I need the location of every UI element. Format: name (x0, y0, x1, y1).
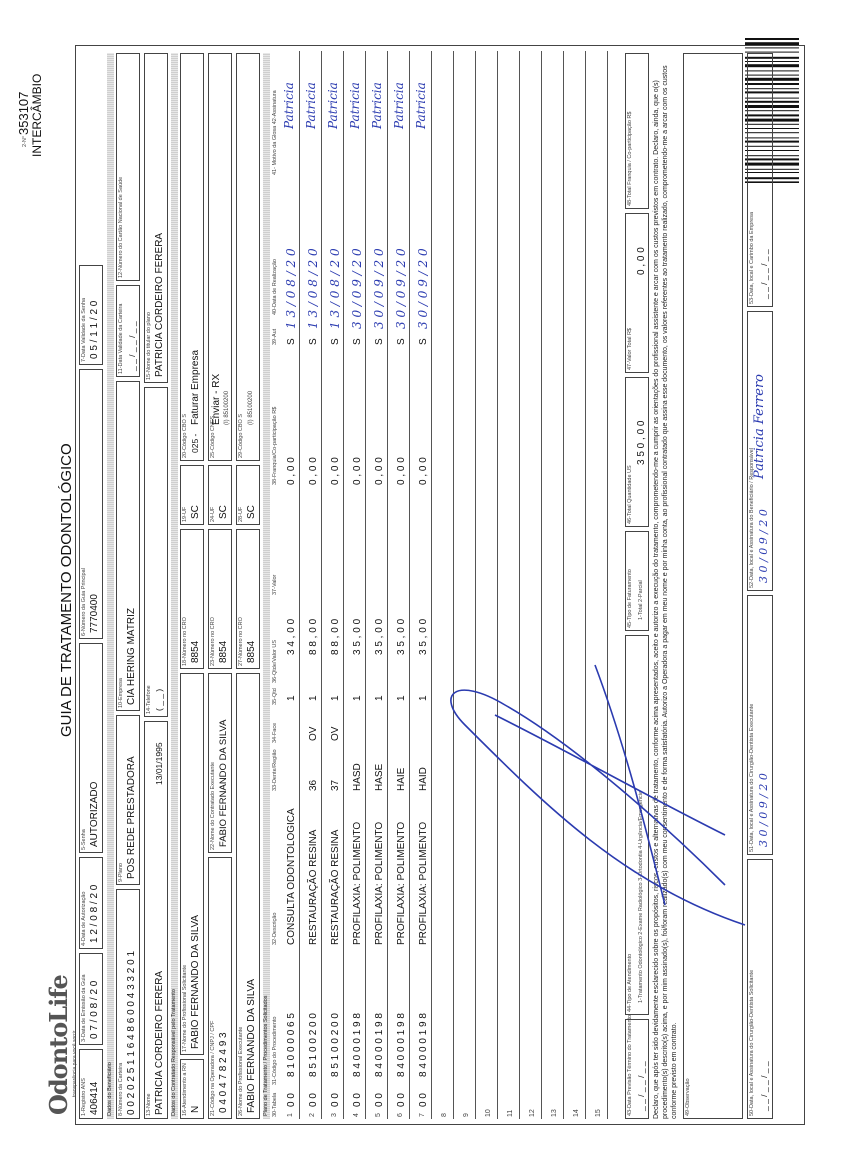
label-franquia-total: 48-Total Franquia / Co-participação R$ (627, 111, 633, 206)
col-data-realizacao: 40-Data de Realização (272, 258, 278, 315)
label-cro: 18-Número no CRO (182, 616, 188, 666)
guide-type: INTERCÂMBIO (30, 73, 44, 157)
col-qtd-us: 36-Qtde/Valor US (272, 639, 278, 683)
row-descricao: RESTAURAÇÃO RESINA (308, 829, 319, 945)
label-observacao: 49-Observação (685, 1077, 691, 1116)
row-qtd: 1 (374, 694, 385, 701)
row-number: 5 (375, 1112, 382, 1117)
row-descricao: PROFILAXIA: POLIMENTO (374, 821, 385, 945)
table-row (607, 51, 608, 1119)
row-qtd-us: 3 5 , 0 0 (374, 618, 385, 655)
cod-operadora-value: 0 4 0 4 7 8 2 4 9 3 (218, 1031, 229, 1113)
row-aut: S (308, 337, 319, 345)
label-prof-solicitante: 17-Nome do Profissional Solicitante (182, 964, 188, 1052)
guide-number: 353107 (16, 91, 31, 135)
row-number: 11 (507, 1109, 514, 1117)
col-valor: 37-Valor (272, 574, 278, 595)
row-number: 3 (331, 1112, 338, 1117)
label-cro3: 27-Número no CRO (238, 616, 244, 666)
label-rn: 16-Atendimento a RN (182, 1062, 188, 1116)
tipo-faturamento-options: 1-Total 2-Parcial (638, 579, 644, 620)
logo (44, 974, 79, 1115)
uf-value: SC (190, 504, 201, 519)
label-senha: 5-Senha (81, 828, 87, 850)
nascimento-value: 13/01/1995 (154, 741, 164, 785)
label-uf: 19-UF (182, 506, 188, 522)
table-row (475, 51, 476, 1119)
sig-beneficiario-signature: Patricia Ferrero (752, 373, 767, 479)
validade-senha-value: 0 5 / 1 1 / 2 0 (89, 300, 100, 359)
row-franquia: 0 , 0 0 (418, 456, 429, 485)
label-cro2: 23-Número no CRO (210, 616, 216, 666)
label-sig-executante: 51-Data, local e Assinatura do Cirurgião-Dentista Executante (749, 703, 755, 852)
cro2-value: 8854 (218, 640, 229, 663)
uf2-value: SC (218, 504, 229, 519)
tipo-atendimento-options: 1-Tratamento Odontológico 2-Exame Radiológico 3-Ortodontia 4-Urgência/Emergência (638, 790, 644, 1003)
row-descricao: RESTAURAÇÃO RESINA (330, 829, 341, 945)
label-data-autorizacao: 4-Data de Autorização (81, 891, 87, 946)
sig-beneficiario-date: 3 0 / 0 9 / 2 0 (757, 508, 770, 583)
rn-value: N (190, 1105, 201, 1113)
declaracao-text: Declaro, que após ter sido devidamente esclarecido sobre os propósitos, riscos, custos e alternativas de tratamento, conforme acima apresentados, aceito e autorizo a execução do tratamento, comprometendo-me a cumprir as orientações do profissional assistente e arcar com os custos previstos em contrato. Declaro, ainda, que o(s) procedimento(s) descrito(s) acima, e por mim assinado(s), foi/foram realizado(s) com meu consentimento e de forma satisfatória. Autorizo a Operadora a pagar em meu nome e por minha conta, ao profissional contratado que assina esse documento, os valores referentes ao tratamento realizado, comprometendo-me a arcar com os custos conforme previsto em contrato. (653, 64, 678, 1119)
row-signature: Patricia (348, 81, 362, 129)
col-qtd: 35-Qtd (272, 687, 278, 705)
table-row (497, 51, 498, 1119)
table-row (519, 51, 520, 1119)
table-row (585, 51, 586, 1119)
row-codigo: 8 4 0 0 0 1 9 8 (374, 1012, 385, 1077)
row-qtd: 1 (308, 694, 319, 701)
row-qtd: 1 (352, 694, 363, 701)
validade-carteira-value: _ _ / _ _ / _ _ (127, 320, 137, 371)
row-qtd: 1 (330, 694, 341, 701)
section-beneficiario (107, 53, 114, 1119)
row-dente: HAID (418, 766, 429, 791)
cnes-text: Enviar - RX (211, 373, 222, 425)
nome-value: PATRICIA CORDEIRO FERERA (154, 970, 165, 1115)
contratado-value: FABIO FERNANDO DA SILVA (218, 719, 229, 847)
row-dente: HAIE (396, 767, 407, 791)
table-row (409, 51, 410, 1119)
logo-tagline: transparência para você sorrir (72, 1030, 78, 1097)
empresa-value: CIA HERING MATRIZ (126, 607, 137, 705)
guia-principal-value: 7770400 (89, 593, 100, 633)
row-number: 12 (529, 1108, 536, 1117)
row-number: 15 (595, 1108, 602, 1117)
col-franquia: 38-Franquia/Co-participação R$ (272, 406, 278, 485)
valor-total-value: 0 , 0 0 (636, 246, 647, 275)
row-qtd: 1 (286, 694, 297, 701)
page-code: 2-N° (22, 135, 28, 147)
label-tipo-atendimento: 44-Tipo de Atendimento (627, 953, 633, 1012)
label-cbo: 20-Código CBO S (182, 413, 188, 458)
plano-value: POS REDE PRESTADORA (126, 755, 137, 879)
row-number: 6 (397, 1112, 404, 1117)
field-telefone (144, 387, 168, 717)
row-data-realizacao: 3 0 / 0 9 / 2 0 (394, 247, 408, 329)
data-autorizacao-value: 1 2 / 0 8 / 2 0 (89, 884, 100, 943)
row-tabela: 0 0 (418, 1092, 429, 1107)
prof-solicitante-value: FABIO FERNANDO DA SILVA (190, 914, 201, 1049)
row-franquia: 0 , 0 0 (352, 456, 363, 485)
label-sig-beneficiario: 52-Data, local e Assinatura do Beneficiário / Responsável (749, 447, 755, 588)
row-qtd-us: 3 5 , 0 0 (352, 618, 363, 655)
data-emissao-value: 0 7 / 0 8 / 2 0 (89, 980, 100, 1039)
row-number: 9 (463, 1112, 470, 1117)
row-number: 1 (287, 1112, 294, 1117)
label-empresa: 10-Empresa (118, 677, 124, 708)
label-valor-total: 47-Valor Total R$ (627, 327, 633, 370)
row-codigo: 8 4 0 0 0 1 9 8 (396, 1012, 407, 1077)
row-descricao: CONSULTA ODONTOLOGICA (286, 807, 297, 945)
carteira-value: 0 0 2 0 2 5 1 1 6 4 8 6 0 0 4 3 3 2 0 1 (126, 950, 137, 1115)
row-number: 13 (551, 1108, 558, 1117)
cnes-sub: (I) 85100200 (224, 390, 230, 425)
cbo-text: Faturar Empresa (190, 349, 201, 425)
row-signature: Patricia (370, 81, 384, 129)
logo-text: OdontoLife (44, 974, 73, 1115)
col-descricao: 32-Descrição (272, 912, 278, 945)
row-codigo: 8 4 0 0 0 1 9 8 (352, 1012, 363, 1077)
label-plano: 9-Plano (118, 862, 124, 882)
label-uf2: 24-UF (210, 506, 216, 522)
label-cbo2: 29-Código CBO S (238, 413, 244, 458)
row-codigo: 8 1 0 0 0 0 6 5 (286, 1012, 297, 1077)
row-face: OV (330, 726, 341, 741)
row-number: 10 (485, 1108, 492, 1117)
col-motivo: 41- Motivo da Glosa 42-Assinatura (272, 89, 278, 175)
row-franquia: 0 , 0 0 (374, 456, 385, 485)
row-dente: 36 (308, 779, 319, 791)
col-codigo: 31-Código do Procedimento (272, 1016, 278, 1085)
row-data-realizacao: 1 3 / 0 8 / 2 0 (306, 247, 320, 329)
table-row (387, 51, 388, 1119)
section-contratado-title: Dados do Contratado Responsável pelo Tratamento (171, 988, 177, 1116)
row-descricao: PROFILAXIA: POLIMENTO (396, 821, 407, 945)
cro-value: 8854 (190, 640, 201, 663)
sig-empresa-date: _ _ / _ _ / _ _ (759, 248, 769, 299)
label-sig-solicitante: 50-Data, local e Assinatura do Cirurgião-Dentista Solicitante (749, 969, 755, 1116)
row-franquia: 0 , 0 0 (330, 456, 341, 485)
row-number: 7 (419, 1112, 426, 1117)
label-carteira: 8-Número da Carteira (118, 1062, 124, 1116)
registro-ans-value: 406414 (89, 1081, 100, 1115)
dentist-signature (425, 645, 755, 945)
guide-form (16, 45, 805, 1125)
table-row (541, 51, 542, 1119)
label-sig-empresa: 53-Data, local e Carimbo da Empresa (749, 211, 755, 304)
row-dente: HASD (352, 762, 363, 791)
row-data-realizacao: 1 3 / 0 8 / 2 0 (284, 247, 298, 329)
row-aut: S (286, 337, 297, 345)
row-data-realizacao: 3 0 / 0 9 / 2 0 (372, 247, 386, 329)
row-descricao: PROFILAXIA: POLIMENTO (352, 821, 363, 945)
titular-value: PATRICIA CORDEIRO FERERA (154, 232, 165, 377)
label-tipo-faturamento: 45-Tipo de Faturamento (627, 568, 633, 628)
row-data-realizacao: 1 3 / 0 8 / 2 0 (328, 247, 342, 329)
section-plano-title: Plano de Tratamento / Procedimentos Solicitados (263, 995, 269, 1116)
label-titular: 15-Nome do titular do plano (146, 311, 152, 380)
row-qtd-us: 3 4 , 0 0 (286, 618, 297, 655)
row-number: 8 (441, 1112, 448, 1117)
row-face: OV (308, 726, 319, 741)
col-tabela: 30-Tabela (272, 1092, 278, 1117)
row-aut: S (352, 337, 363, 345)
row-tabela: 0 0 (396, 1092, 407, 1107)
row-qtd: 1 (418, 694, 429, 701)
table-row (563, 51, 564, 1119)
row-signature: Patricia (392, 81, 406, 129)
row-tabela: 0 0 (286, 1092, 297, 1107)
row-number: 4 (353, 1112, 360, 1117)
row-qtd: 1 (396, 694, 407, 701)
row-data-realizacao: 3 0 / 0 9 / 2 0 (416, 247, 430, 329)
row-number: 2 (309, 1112, 316, 1117)
table-row (343, 51, 344, 1119)
row-qtd-us: 8 8 , 0 0 (308, 618, 319, 655)
table-row (299, 51, 300, 1119)
label-nome: 13-Nome (146, 1092, 152, 1116)
label-cod-operadora: 21-Código na Operadora / CNPJ / CPF (210, 1020, 216, 1116)
label-data-emissao: 3-Data de Emissão da Guia (81, 973, 87, 1042)
row-tabela: 0 0 (352, 1092, 363, 1107)
row-codigo: 8 5 1 0 0 2 0 0 (308, 1012, 319, 1077)
prof-executante-value: FABIO FERNANDO DA SILVA (246, 978, 257, 1113)
row-data-realizacao: 3 0 / 0 9 / 2 0 (350, 247, 364, 329)
label-validade-carteira: 11-Data Validade da Carteira (118, 303, 124, 374)
section-contratado (171, 53, 178, 1119)
row-franquia: 0 , 0 0 (286, 456, 297, 485)
label-guia-principal: 6-Número da Guia Principal (81, 567, 87, 636)
row-qtd-us: 3 5 , 0 0 (418, 618, 429, 655)
barcode-bar (745, 38, 799, 40)
telefone-value: ( _ _ ) (154, 688, 164, 711)
label-cns: 12-Número do Cartão Nacional de Saúde (118, 176, 124, 278)
row-codigo: 8 5 1 0 0 2 0 0 (330, 1012, 341, 1077)
row-signature: Patricia (282, 81, 296, 129)
table-row (431, 51, 432, 1119)
row-codigo: 8 4 0 0 0 1 9 8 (418, 1012, 429, 1077)
label-validade-senha: 7-Data Validade da Senha (81, 297, 87, 362)
col-face: 34-Face (272, 722, 278, 743)
label-previsao: 43-Data Previsão Término do Tratamento (627, 1014, 633, 1116)
label-contratado: 22-Nome do Contratado Executante (210, 761, 216, 850)
label-total-us: 46-Total Quantidade US (627, 464, 633, 524)
section-beneficiario-title: Dados do Beneficiário (107, 1061, 113, 1116)
row-franquia: 0 , 0 0 (308, 456, 319, 485)
cbo2-value: (I) 85100200 (248, 390, 254, 425)
cro3-value: 8854 (246, 640, 257, 663)
label-prof-executante: 26-Nome do Profissional Executante (238, 1026, 244, 1116)
cbo-code: 025 - (190, 433, 200, 453)
row-signature: Patricia (326, 81, 340, 129)
page-title: GUIA DE TRATAMENTO ODONTOLÓGICO (58, 442, 75, 737)
row-signature: Patricia (304, 81, 318, 129)
row-tabela: 0 0 (308, 1092, 319, 1107)
table-row (365, 51, 366, 1119)
row-qtd-us: 8 8 , 0 0 (330, 618, 341, 655)
row-aut: S (418, 337, 429, 345)
label-uf3: 28-UF (238, 506, 244, 522)
col-dente: 33-Dente/Região (272, 748, 278, 791)
row-dente: HASE (374, 763, 385, 791)
row-tabela: 0 0 (374, 1092, 385, 1107)
row-dente: 37 (330, 779, 341, 791)
label-cnes: 25-Código CNES (210, 415, 216, 458)
uf3-value: SC (246, 504, 257, 519)
table-row (453, 51, 454, 1119)
sig-solicitante-date: _ _ / _ _ / _ _ (759, 1060, 769, 1111)
label-telefone: 14-Telefone (146, 684, 152, 714)
row-qtd-us: 3 5 , 0 0 (396, 618, 407, 655)
label-registro-ans: 1-Registro ANS (81, 1077, 87, 1116)
previsao-value: _ _ / _ _ / _ _ (636, 1060, 646, 1111)
row-aut: S (374, 337, 385, 345)
col-aut: 39-Aut (272, 328, 278, 345)
row-signature: Patricia (414, 81, 428, 129)
sig-executante-date: 3 0 / 0 9 / 2 0 (757, 772, 770, 847)
senha-value: AUTORIZADO (89, 781, 100, 847)
row-aut: S (330, 337, 341, 345)
field-observacao (683, 53, 743, 1119)
row-franquia: 0 , 0 0 (396, 456, 407, 485)
table-row (321, 51, 322, 1119)
section-plano (263, 53, 270, 1119)
row-descricao: PROFILAXIA: POLIMENTO (418, 821, 429, 945)
row-number: 14 (573, 1108, 580, 1117)
total-us-value: 3 5 0 , 0 0 (636, 420, 647, 465)
row-aut: S (396, 337, 407, 345)
row-tabela: 0 0 (330, 1092, 341, 1107)
